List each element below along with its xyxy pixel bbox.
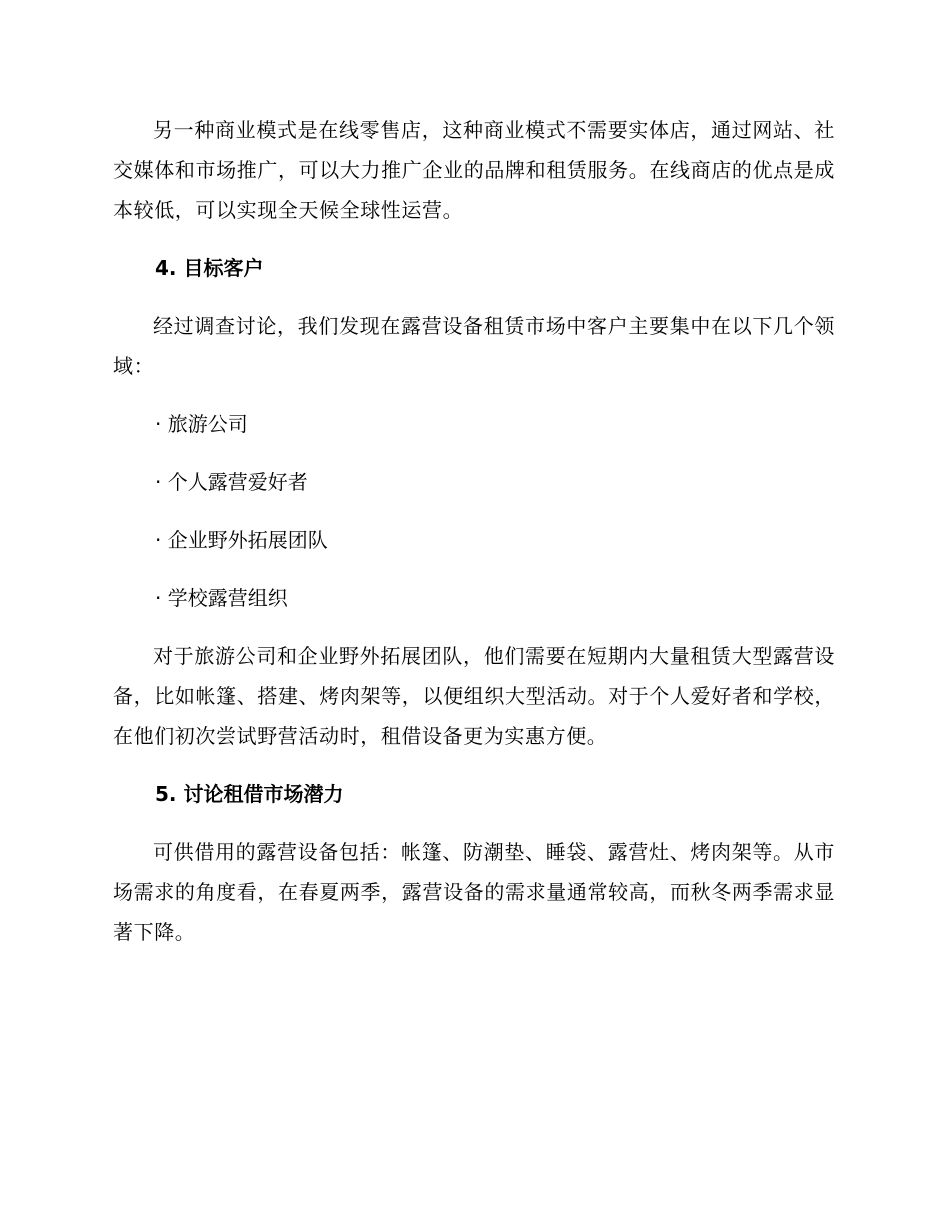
spacer xyxy=(113,230,835,248)
paragraph-online-store: 另一种商业模式是在线零售店，这种商业模式不需要实体店，通过网站、社交媒体和市场推广，可以大力推广企业的品牌和租赁服务。在线商店的优点是成本较低，可以实现全天候全球性运营。 xyxy=(113,118,835,222)
list-item-travel-company: · 旅游公司 xyxy=(155,412,248,436)
section-heading-target-customers: 4. 目标客户 xyxy=(155,256,264,280)
spacer xyxy=(113,814,835,832)
spacer xyxy=(113,288,835,306)
spacer xyxy=(113,386,835,404)
list-item-outdoor-team: · 企业野外拓展团队 xyxy=(155,528,328,552)
list-item-school-camping: · 学校露营组织 xyxy=(155,586,288,610)
spacer xyxy=(113,502,835,520)
document-page xyxy=(113,110,835,952)
spacer xyxy=(113,560,835,578)
section-heading-market-potential: 5. 讨论租借市场潜力 xyxy=(155,782,344,806)
spacer xyxy=(113,618,835,636)
list-item-camping-enthusiast: · 个人露营爱好者 xyxy=(155,470,308,494)
paragraph-customer-survey: 经过调查讨论，我们发现在露营设备租赁市场中客户主要集中在以下几个领域： xyxy=(113,314,835,378)
spacer xyxy=(113,444,835,462)
spacer xyxy=(113,756,835,774)
paragraph-equipment-demand: 可供借用的露营设备包括：帐篷、防潮垫、睡袋、露营灶、烤肉架等。从市场需求的角度看，在春夏两季，露营设备的需求量通常较高，而秋冬两季需求显著下降。 xyxy=(113,840,835,944)
paragraph-customer-needs: 对于旅游公司和企业野外拓展团队，他们需要在短期内大量租赁大型露营设备，比如帐篷、搭建、烤肉架等，以便组织大型活动。对于个人爱好者和学校，在他们初次尝试野营活动时，租借设备更为实惠方便。 xyxy=(113,644,835,748)
